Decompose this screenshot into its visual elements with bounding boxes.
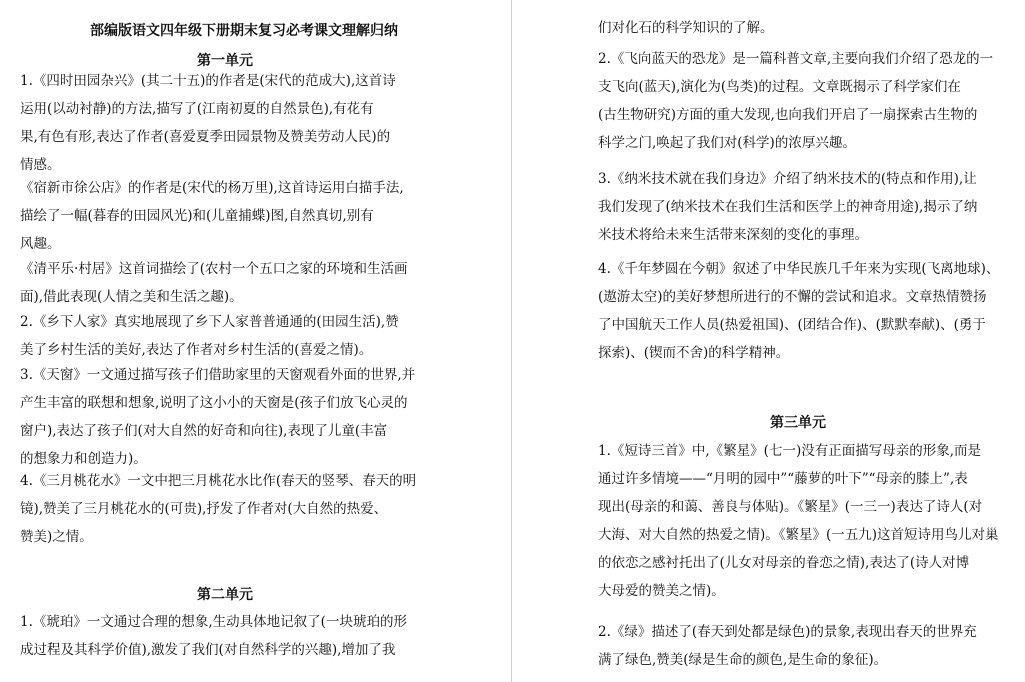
unit1-paragraph-2 xyxy=(20,174,430,258)
text-line: 的依恋之感衬托出了(儿女对母亲的眷恋之情),表达了(诗人对博 xyxy=(598,555,970,571)
text-line: 2.《乡下人家》真实地展现了乡下人家普普通通的(田园生活),赞 xyxy=(20,314,399,330)
text-line: 镜),赞美了三月桃花水的(可贵),抒发了作者对(大自然的热爱、 xyxy=(20,501,388,517)
text-line: 果,有色有形,表达了作者(喜爱夏季田园景物及赞美劳动人民)的 xyxy=(20,129,391,145)
text-line: 风趣。 xyxy=(20,236,61,252)
document-title: 部编版语文四年级下册期末复习必考课文理解归纳 xyxy=(90,23,398,39)
text-line: 1.《琥珀》一文通过合理的想象,生动具体地记叙了(一块琥珀的形 xyxy=(20,614,407,630)
text-line: 面),借此表现(人情之美和生活之趣)。 xyxy=(20,289,243,305)
text-line: 3.《天窗》一文通过描写孩子们借助家里的天窗观看外面的世界,并 xyxy=(20,367,416,383)
text-line: 赞美)之情。 xyxy=(20,529,93,545)
text-line: 们对化石的科学知识的了解。 xyxy=(598,20,774,36)
text-line: 探索)、(锲而不舍)的科学精神。 xyxy=(598,345,790,361)
text-line: 情感。 xyxy=(20,157,61,173)
unit2-heading: 第二单元 xyxy=(197,587,253,603)
text-line: (古生物研究)方面的重大发现,也向我们开启了一扇探索古生物的 xyxy=(598,107,978,123)
text-line: 满了绿色,赞美(绿是生命的颜色,是生命的象征)。 xyxy=(598,652,888,668)
text-line: 米技术将给未来生活带来深刻的变化的事理。 xyxy=(598,227,868,243)
text-line: 美了乡村生活的美好,表达了作者对乡村生活的(喜爱之情)。 xyxy=(20,342,373,358)
unit2-paragraph-1 xyxy=(20,608,430,664)
unit3-paragraph-1 xyxy=(598,437,1003,605)
text-line: 现出(母亲的和蔼、善良与体贴)。《繁星》(一三一)表达了诗人(对 xyxy=(598,499,983,515)
unit1-paragraph-4 xyxy=(20,308,430,364)
text-line: 运用(以动衬静)的方法,描写了(江南初夏的自然景色),有花有 xyxy=(20,101,374,117)
text-line: (遨游太空)的美好梦想所进行的不懈的尝试和追求。文章热情赞扬 xyxy=(598,289,987,305)
text-line: 1.《短诗三首》中,《繁星》(七一)没有正面描写母亲的形象,而是 xyxy=(598,443,981,459)
unit1-paragraph-3 xyxy=(20,255,430,311)
unit1-paragraph-1 xyxy=(20,67,430,179)
text-line: 1.《四时田园杂兴》(其二十五)的作者是(宋代的范成大),这首诗 xyxy=(20,73,396,89)
text-line: 产生丰富的联想和想象,说明了这小小的天窗是(孩子们放飞心灵的 xyxy=(20,395,408,411)
text-line: 科学之门,唤起了我们对(科学)的浓厚兴趣。 xyxy=(598,135,856,151)
unit1-paragraph-5 xyxy=(20,361,430,473)
text-line: 窗户),表达了孩子们(对大自然的好奇和向往),表现了儿童(丰富 xyxy=(20,423,388,439)
text-line: 3.《纳米技术就在我们身边》介绍了纳米技术的(特点和作用),让 xyxy=(598,171,977,187)
text-line: 4.《千年梦圆在今朝》叙述了中华民族几千年来为实现(飞离地球)、 xyxy=(598,261,1000,277)
text-line: 4.《三月桃花水》一文中把三月桃花水比作(春天的竖琴、春天的明 xyxy=(20,473,417,489)
page-divider xyxy=(511,0,512,682)
unit3-paragraph-2 xyxy=(598,618,1003,674)
unit1-heading: 第一单元 xyxy=(197,53,253,69)
text-line: 支飞向(蓝天),演化为(鸟类)的过程。文章既揭示了科学家们在 xyxy=(598,79,961,95)
text-line: 的想象力和创造力)。 xyxy=(20,451,147,467)
text-line: 大母爱的赞美之情)。 xyxy=(598,583,725,599)
text-line: 成过程及其科学价值),激发了我们(对自然科学的兴趣),增加了我 xyxy=(20,642,396,658)
text-line: 描绘了一幅(暮春的田园风光)和(儿童捕蝶)图,自然真切,别有 xyxy=(20,208,374,224)
text-line: 我们发现了(纳米技术在我们生活和医学上的神奇用途),揭示了纳 xyxy=(598,199,978,215)
text-line: 大海、对大自然的热爱之情)。《繁星》(一五九)这首短诗用鸟儿对巢 xyxy=(598,527,999,543)
text-line: 2.《飞向蓝天的恐龙》是一篇科普文章,主要向我们介绍了恐龙的一 xyxy=(598,51,994,67)
unit3-heading: 第三单元 xyxy=(770,415,826,431)
unit2-paragraph-3 xyxy=(598,165,1003,249)
unit2-paragraph-1-continued xyxy=(598,14,1003,42)
text-line: 《清平乐·村居》这首词描绘了(农村一个五口之家的环境和生活画 xyxy=(20,261,408,277)
text-line: 了中国航天工作人员(热爱祖国)、(团结合作)、(默默奉献)、(勇于 xyxy=(598,317,986,333)
unit1-paragraph-6 xyxy=(20,467,430,551)
text-line: 《宿新市徐公店》的作者是(宋代的杨万里),这首诗运用白描手法, xyxy=(20,180,404,196)
unit2-paragraph-2 xyxy=(598,45,1003,157)
text-line: 2.《绿》描述了(春天到处都是绿色)的景象,表现出春天的世界充 xyxy=(598,624,977,640)
text-line: 通过许多情境——“月明的园中”“藤萝的叶下”“母亲的膝上”,表 xyxy=(598,471,968,487)
unit2-paragraph-4 xyxy=(598,255,1003,367)
